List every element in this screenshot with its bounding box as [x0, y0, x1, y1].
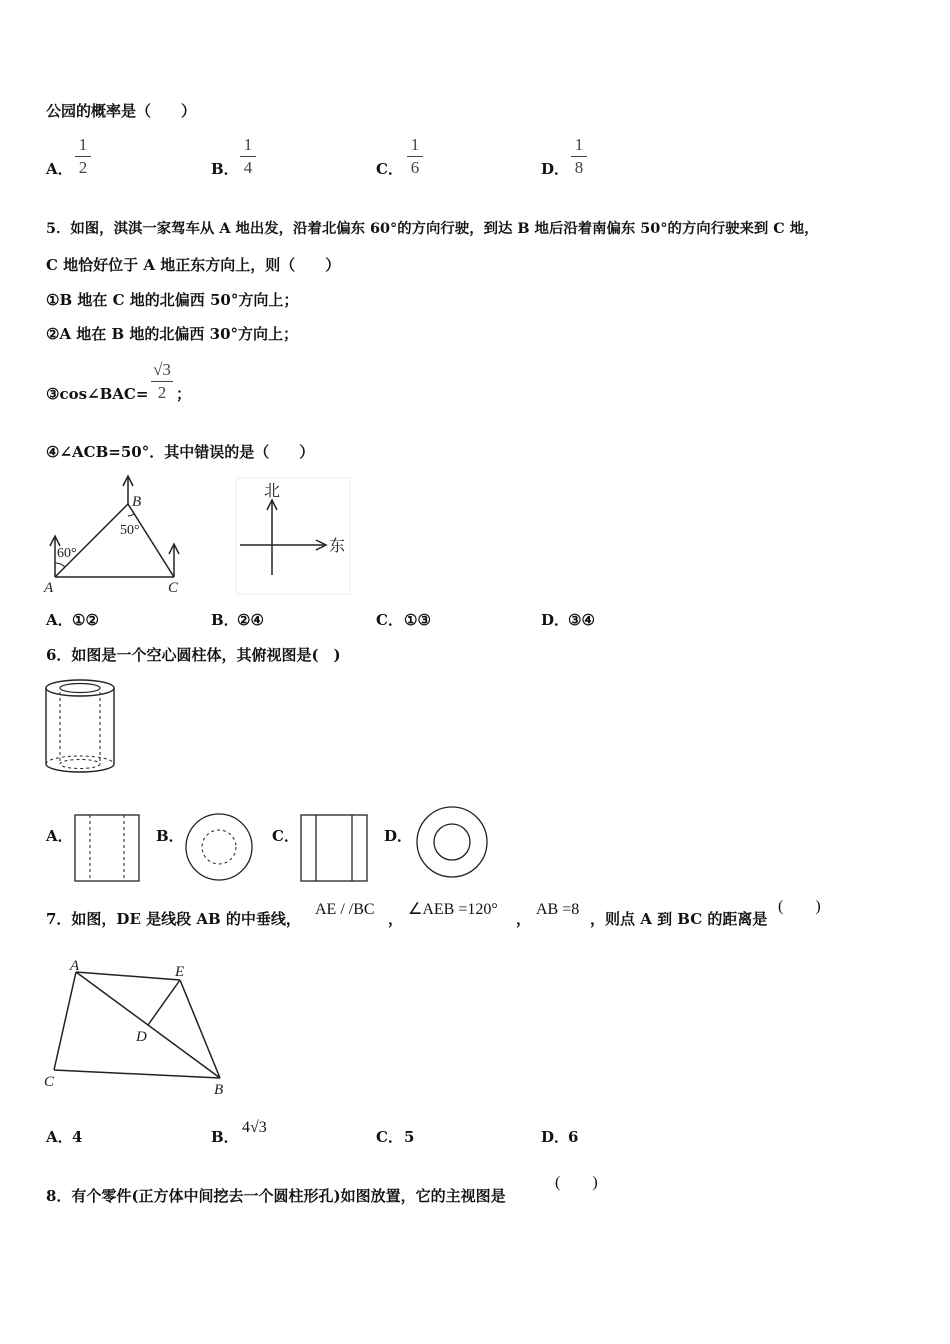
- q5-option-c-text: ①③: [404, 611, 431, 629]
- outer-bottom-front: [46, 764, 114, 772]
- q5-option-b-text: ②④: [237, 611, 264, 629]
- fraction-denominator: 4: [243, 158, 253, 177]
- point-label-a: A: [70, 958, 80, 974]
- fraction-numerator: 1: [574, 135, 584, 154]
- fraction-numerator: 1: [243, 135, 253, 154]
- q6-option-c-figure: [300, 814, 368, 882]
- q7-stem-prefix: 7．如图，DE 是线段 AB 的中垂线，: [46, 910, 301, 928]
- q6-stem: 6．如图是一个空心圆柱体，其俯视图是( ): [46, 646, 341, 664]
- q7-option-d-label: D．: [541, 1128, 570, 1146]
- q7-geometry-figure: [40, 956, 240, 1096]
- segment-ac: [54, 972, 76, 1070]
- q5-statement-3-fraction: [148, 360, 176, 403]
- q5-statement-1: ①B 地在 C 地的北偏西 50°方向上；: [46, 291, 299, 309]
- q5-stem-line2: C 地恰好位于 A 地正东方向上，则（ ）: [46, 256, 341, 274]
- q7-condition-length: AB =8: [536, 901, 580, 918]
- fraction-bar: [75, 156, 91, 157]
- outer-bottom-back: [46, 756, 114, 764]
- q7-separator-2: ，: [516, 910, 532, 928]
- inner-bottom-ellipse: [60, 760, 100, 769]
- fraction-numerator: √3: [153, 360, 171, 379]
- point-label-a: A: [44, 580, 54, 596]
- angle-label-60: 60°: [57, 546, 77, 561]
- q6-option-a-figure: [74, 814, 140, 882]
- q5-statement-3-prefix: ③cos∠BAC=: [46, 385, 149, 403]
- segment-ae: [76, 972, 180, 980]
- fraction-bar: [571, 156, 587, 157]
- fraction-bar: [240, 156, 256, 157]
- q4-option-c-label: C．: [376, 160, 403, 178]
- fraction-denominator: 8: [574, 158, 584, 177]
- inner-dashed-circle: [202, 830, 236, 864]
- q6-option-d-figure: [412, 802, 492, 882]
- q7-option-a-label: A．: [46, 1128, 73, 1146]
- inner-top-ellipse: [60, 684, 100, 693]
- north-label: 北: [264, 481, 281, 500]
- inner-circle: [434, 824, 470, 860]
- q7-option-d-text: 6: [568, 1128, 579, 1146]
- angle-label-50: 50°: [120, 523, 140, 538]
- q5-option-d-label: D．: [541, 611, 570, 629]
- outer-rect: [75, 815, 139, 881]
- q5-route-figure: [40, 470, 230, 598]
- angle-arc-50: [128, 514, 134, 516]
- q6-option-c-label: C．: [272, 827, 299, 845]
- fraction-denominator: 2: [157, 383, 167, 402]
- point-label-c: C: [44, 1074, 55, 1090]
- q5-statement-2: ②A 地在 B 地的北偏西 30°方向上；: [46, 325, 299, 343]
- outer-circle: [417, 807, 487, 877]
- q5-option-c-label: C．: [376, 611, 403, 629]
- q4-option-b-fraction: [237, 135, 259, 178]
- q6-option-b-label: B．: [156, 827, 184, 845]
- q5-option-d-text: ③④: [568, 611, 595, 629]
- q6-option-d-label: D．: [384, 827, 413, 845]
- q4-option-a-label: A．: [46, 160, 73, 178]
- q7-option-a-text: 4: [72, 1128, 83, 1146]
- fraction-numerator: 1: [78, 135, 88, 154]
- east-label: 东: [329, 536, 346, 555]
- q4-option-b-label: B．: [211, 160, 239, 178]
- q5-option-a-label: A．: [46, 611, 73, 629]
- q4-option-d-label: D．: [541, 160, 570, 178]
- segment-cb: [54, 1070, 220, 1078]
- segment-ab: [55, 504, 128, 577]
- q5-stem-line1: 5．如图，淇淇一家驾车从 A 地出发，沿着北偏东 60°的方向行驶，到达 B 地后沿着南偏东 50°的方向行驶来到 C 地，: [46, 220, 819, 237]
- q5-statement-3-suffix: ；: [176, 385, 192, 403]
- q8-stem: 8．有个零件(正方体中间挖去一个圆柱形孔)如图放置，它的主视图是: [46, 1187, 506, 1205]
- q5-option-b-label: B．: [211, 611, 239, 629]
- q4-option-d-fraction: [568, 135, 590, 178]
- q7-answer-paren: ( ): [778, 898, 821, 915]
- q7-option-c-label: C．: [376, 1128, 403, 1146]
- q7-option-b-label: B．: [211, 1128, 239, 1146]
- fraction-numerator: 1: [410, 135, 420, 154]
- q4-stem-tail: 公园的概率是（ ）: [46, 102, 197, 120]
- q5-statement-4: ④∠ACB=50°．其中错误的是（ ）: [46, 443, 315, 461]
- q7-option-c-text: 5: [404, 1128, 415, 1146]
- point-label-b: B: [214, 1082, 224, 1098]
- fraction-denominator: 6: [410, 158, 420, 177]
- fraction-denominator: 2: [78, 158, 88, 177]
- q8-answer-paren: ( ): [555, 1174, 598, 1191]
- fraction-bar: [151, 381, 173, 382]
- q4-option-a-fraction: [72, 135, 94, 178]
- q5-option-a-text: ①②: [72, 611, 99, 629]
- point-label-e: E: [175, 964, 185, 980]
- q6-hollow-cylinder-figure: [44, 678, 118, 778]
- q4-option-c-fraction: [404, 135, 426, 178]
- q7-condition-parallel: AE / /BC: [315, 901, 375, 918]
- angle-arc-60: [55, 563, 65, 567]
- outer-circle: [186, 814, 252, 880]
- point-label-c: C: [168, 580, 179, 596]
- outer-top-ellipse: [46, 680, 114, 696]
- fraction-bar: [407, 156, 423, 157]
- q7-option-b-text: 4√3: [242, 1119, 267, 1136]
- q7-separator-1: ，: [388, 910, 404, 928]
- outer-rect: [301, 815, 367, 881]
- q6-option-b-figure: [182, 812, 256, 882]
- q7-condition-angle: ∠AEB =120°: [408, 901, 498, 918]
- point-label-b: B: [132, 494, 142, 510]
- q5-compass-figure: [236, 478, 352, 596]
- segment-ed: [148, 980, 180, 1025]
- q6-option-a-label: A．: [46, 827, 73, 845]
- point-label-d: D: [136, 1029, 147, 1045]
- segment-bc: [128, 504, 174, 577]
- q7-stem-suffix: ，则点 A 到 BC 的距离是: [590, 910, 768, 928]
